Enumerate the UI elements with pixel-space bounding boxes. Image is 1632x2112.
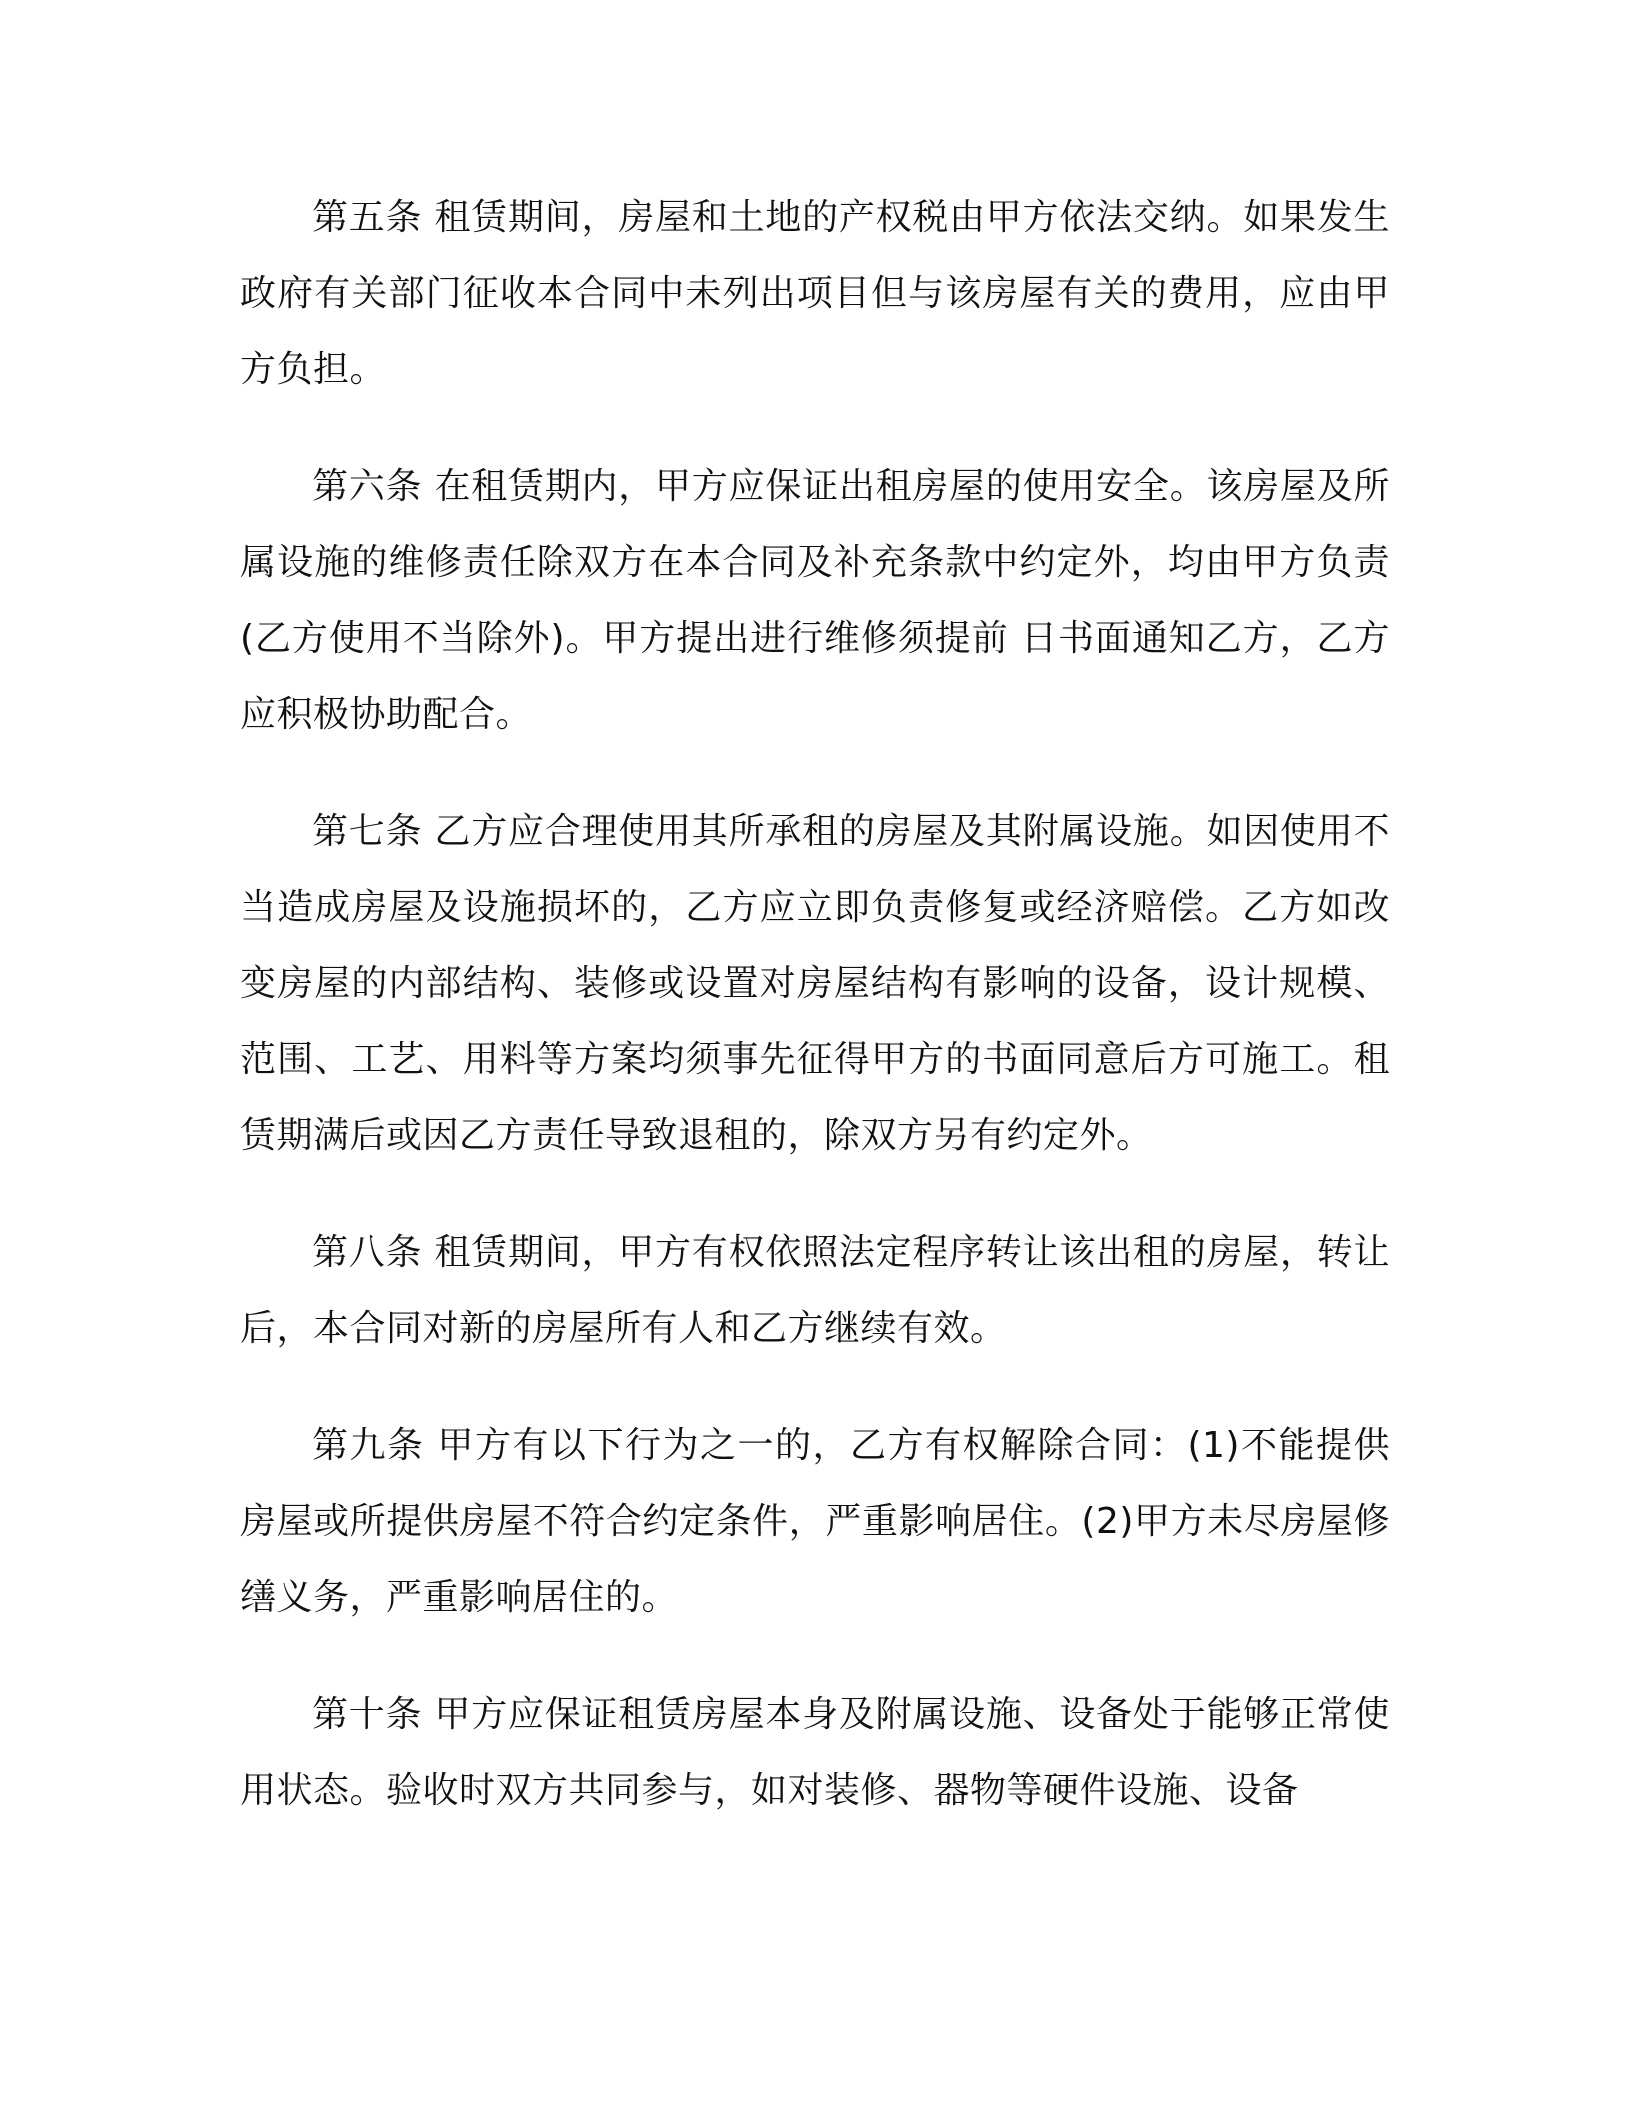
clause-6-paragraph: 第六条 在租赁期内，甲方应保证出租房屋的使用安全。该房屋及所属设施的维修责任除双方在本合同及补充条款中约定外，均由甲方负责(乙方使用不当除外)。甲方提出进行维修须提前 日书面通知乙方，乙方应积极协助配合。 [240, 466, 1390, 735]
clause-5-paragraph: 第五条 租赁期间，房屋和土地的产权税由甲方依法交纳。如果发生政府有关部门征收本合同中未列出项目但与该房屋有关的费用，应由甲方负担。 [240, 197, 1390, 390]
clause-10-paragraph: 第十条 甲方应保证租赁房屋本身及附属设施、设备处于能够正常使用状态。验收时双方共同参与，如对装修、器物等硬件设施、设备 [240, 1694, 1390, 1811]
clause-7-paragraph: 第七条 乙方应合理使用其所承租的房屋及其附属设施。如因使用不当造成房屋及设施损坏的，乙方应立即负责修复或经济赔偿。乙方如改变房屋的内部结构、装修或设置对房屋结构有影响的设备，设计规模、范围、工艺、用料等方案均须事先征得甲方的书面同意后方可施工。租赁期满后或因乙方责任导致退租的，除双方另有约定外。 [240, 811, 1390, 1156]
clause-9-paragraph: 第九条 甲方有以下行为之一的，乙方有权解除合同：(1)不能提供房屋或所提供房屋不符合约定条件，严重影响居住。(2)甲方未尽房屋修缮义务，严重影响居住的。 [240, 1425, 1390, 1618]
clause-8-paragraph: 第八条 租赁期间，甲方有权依照法定程序转让该出租的房屋，转让后，本合同对新的房屋所有人和乙方继续有效。 [240, 1232, 1390, 1349]
document-body [240, 180, 1390, 1870]
